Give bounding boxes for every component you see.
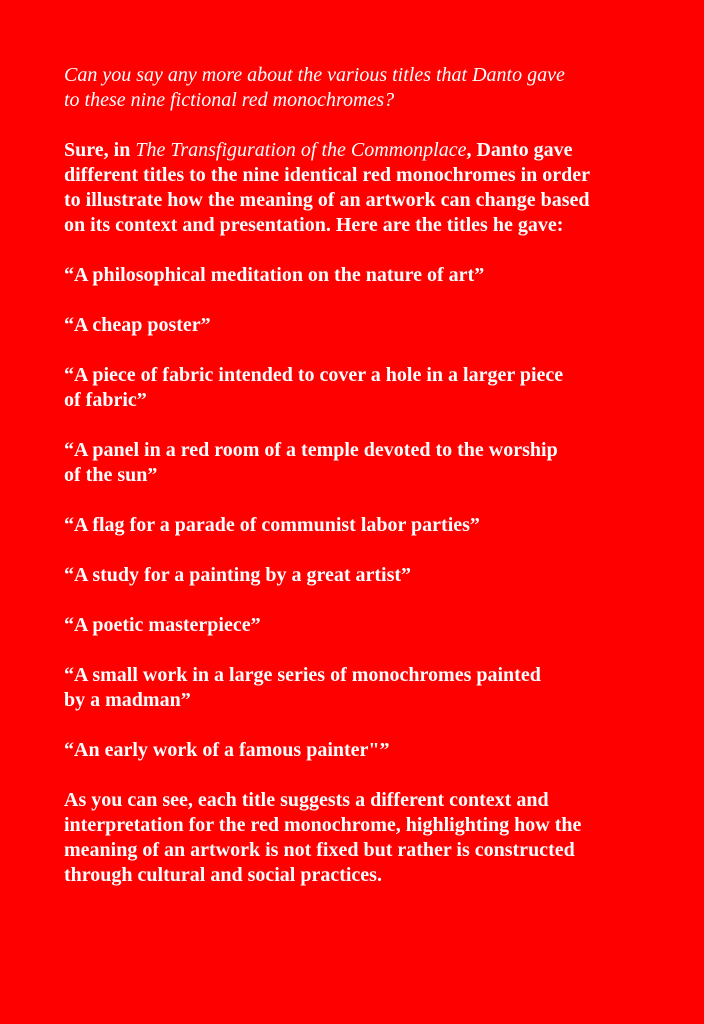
title-line: “A poetic masterpiece” [64,614,261,636]
title-line: “A flag for a parade of communist labor parties” [64,514,480,536]
intro-line: on its context and presentation. Here are the titles he gave: [64,214,564,236]
title-line: “A philosophical meditation on the nature of art” [64,264,485,286]
title-item [64,663,684,713]
intro-prefix: Sure, in [64,139,136,161]
conclusion-line: As you can see, each title suggests a different context and [64,789,549,811]
title-line: “A study for a painting by a great artist” [64,564,412,586]
title-line: of fabric” [64,389,147,411]
title-line: “A cheap poster” [64,314,211,336]
title-item [64,513,684,538]
title-line: “A panel in a red room of a temple devoted to the worship [64,439,558,461]
question-paragraph [64,63,684,113]
title-item [64,313,684,338]
conclusion-line: meaning of an artwork is not fixed but rather is constructed [64,839,575,861]
title-item [64,263,684,288]
book-title: The Transfiguration of the Commonplace [135,139,467,161]
intro-line [64,138,684,163]
conclusion-line: through cultural and social practices. [64,864,382,886]
title-item [64,613,684,638]
title-line: “A small work in a large series of monochromes painted [64,664,541,686]
question-line: Can you say any more about the various titles that Danto gave [64,64,565,86]
title-line: “An early work of a famous painter"” [64,739,390,761]
title-item [64,738,684,763]
document-body [64,63,684,913]
intro-line: different titles to the nine identical red monochromes in order [64,164,591,186]
title-item [64,363,684,413]
conclusion-line: interpretation for the red monochrome, highlighting how the [64,814,582,836]
title-line: of the sun” [64,464,158,486]
title-line: by a madman” [64,689,191,711]
title-item [64,438,684,488]
intro-line: to illustrate how the meaning of an artwork can change based [64,189,590,211]
title-item [64,563,684,588]
intro-suffix: , Danto gave [466,139,573,161]
conclusion-paragraph [64,788,684,888]
title-line: “A piece of fabric intended to cover a hole in a larger piece [64,364,564,386]
intro-paragraph [64,138,684,238]
question-line: to these nine fictional red monochromes? [64,89,395,111]
